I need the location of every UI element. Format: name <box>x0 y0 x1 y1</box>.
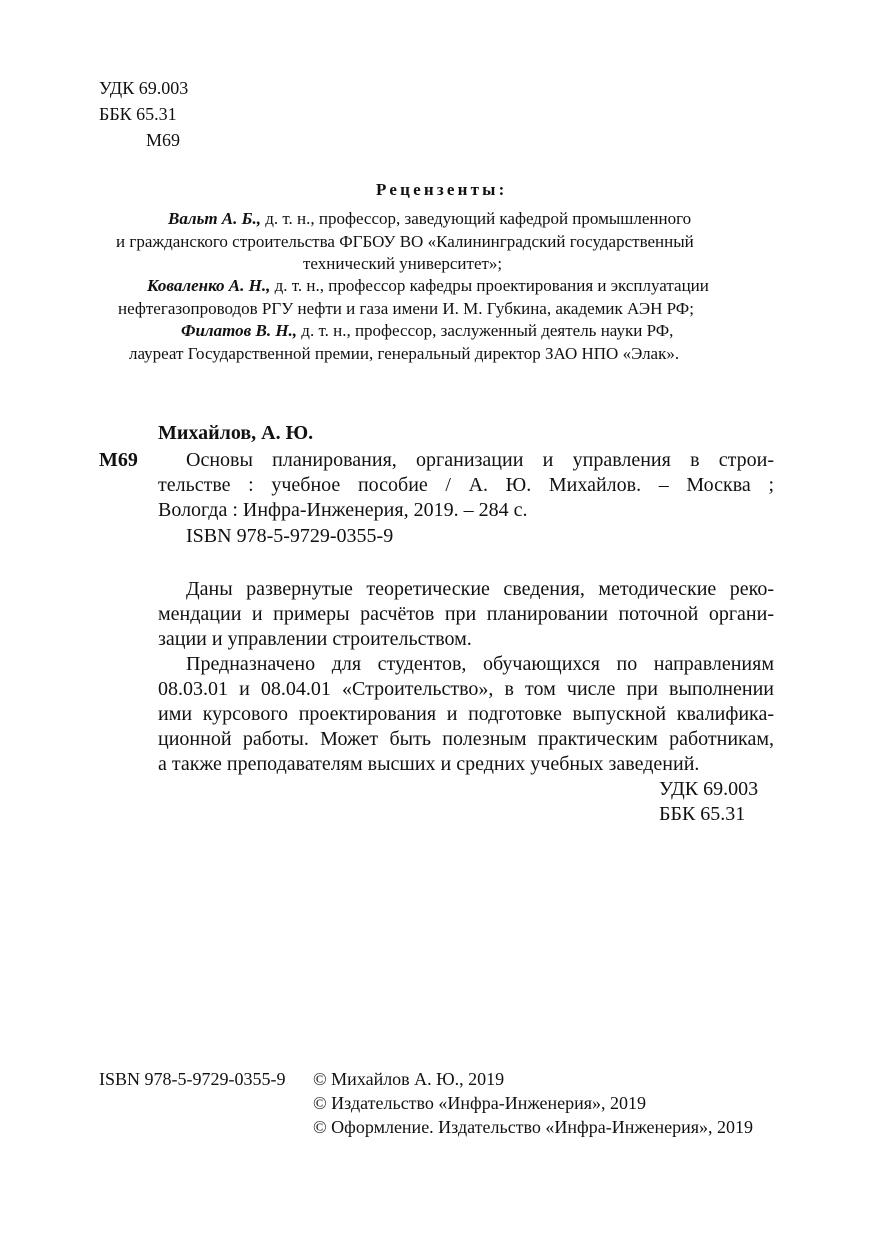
udk-code-top: УДК 69.003 <box>99 78 189 98</box>
reviewer-2-line-1 <box>147 275 709 297</box>
bbk-code-top: ББК 65.31 <box>99 104 177 124</box>
catalog-line-2: тельстве : учебное пособие / А. Ю. Михайлов. – Москва ; <box>158 474 774 496</box>
reviewer-2-line-2: нефтегазопроводов РГУ нефти и газа имени И. М. Губкина, академик АЭН РФ; <box>118 299 694 318</box>
author-sign-top: М69 <box>146 130 181 150</box>
catalog-code: М69 <box>99 449 138 471</box>
reviewer-3-name: Филатов В. Н., <box>181 321 298 340</box>
annotation-p1-line-3: зации и управлении строительством. <box>158 628 472 650</box>
reviewer-1-name: Вальт А. Б., <box>168 209 261 228</box>
reviewer-1-line-2: и гражданского строительства ФГБОУ ВО «Калининградский государственный <box>116 232 694 251</box>
annotation-p2-line-5: а также преподавателям высших и средних учебных заведений. <box>158 753 700 775</box>
reviewer-2-text-1: д. т. н., профессор кафедры проектирования и эксплуатации <box>270 276 709 295</box>
reviewer-1-line-3: технический университет»; <box>303 254 503 273</box>
catalog-author: Михайлов, А. Ю. <box>158 422 314 444</box>
copyright-design: © Оформление. Издательство «Инфра-Инженерия», 2019 <box>313 1117 754 1137</box>
annotation-p1-line-1: Даны развернутые теоретические сведения, методические реко- <box>186 578 774 600</box>
reviewer-3-text-1: д. т. н., профессор, заслуженный деятель науки РФ, <box>297 321 674 340</box>
catalog-isbn: ISBN 978-5-9729-0355-9 <box>186 525 394 547</box>
reviewer-3-line-2: лауреат Государственной премии, генеральный директор ЗАО НПО «Элак». <box>129 344 680 363</box>
annotation-p2-line-1: Предназначено для студентов, обучающихся по направлениям <box>186 653 774 675</box>
reviewer-3-line-1 <box>181 320 673 342</box>
catalog-line-3: Вологда : Инфра-Инженерия, 2019. – 284 с. <box>158 499 528 521</box>
annotation-p2-line-4: ционной работы. Может быть полезным практическим работникам, <box>158 728 774 750</box>
reviewer-1-line-1 <box>168 208 691 230</box>
udk-code-bottom: УДК 69.003 <box>659 778 759 800</box>
bbk-code-bottom: ББК 65.31 <box>659 803 746 825</box>
catalog-line-1: Основы планирования, организации и управления в строи- <box>186 449 774 471</box>
reviewer-1-text-1: д. т. н., профессор, заведующий кафедрой промышленного <box>260 209 692 228</box>
annotation-p2-line-2: 08.03.01 и 08.04.01 «Строительство», в том числе при выполнении <box>158 678 774 700</box>
annotation-p2-line-3: ими курсового проектирования и подготовке выпускной квалифика- <box>158 703 774 725</box>
reviewer-2-name: Коваленко А. Н., <box>147 276 271 295</box>
annotation-p1-line-2: мендации и примеры расчётов при планировании поточной органи- <box>158 603 774 625</box>
footer-isbn: ISBN 978-5-9729-0355-9 <box>99 1069 286 1089</box>
copyright-author: © Михайлов А. Ю., 2019 <box>313 1069 505 1089</box>
reviewers-title: Рецензенты: <box>376 180 508 199</box>
copyright-publisher: © Издательство «Инфра-Инженерия», 2019 <box>313 1093 647 1113</box>
